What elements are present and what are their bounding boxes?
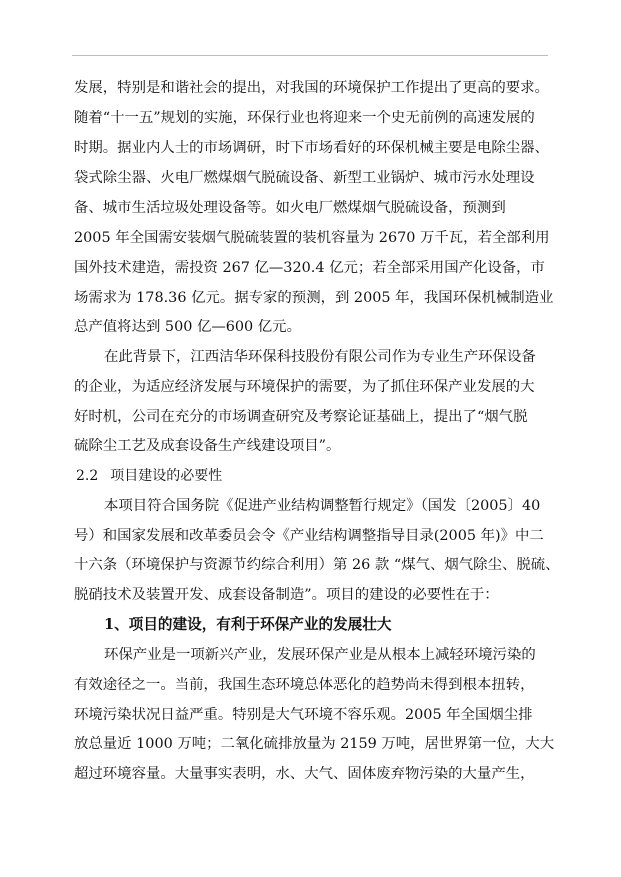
text-line: 国外技术建造，需投资 267 亿—320.4 亿元；若全部采用国产化设备，市: [74, 260, 545, 276]
text-line: 随着“十一五”规划的实施，环保行业也将迎来一个史无前例的高速发展的: [74, 110, 535, 126]
text-line: 2005 年全国需安装烟气脱硫装置的装机容量为 2670 万千瓦，若全部利用: [74, 230, 550, 246]
text-line: 发展，特别是和谐社会的提出，对我国的环境保护工作提出了更高的要求。: [74, 80, 549, 96]
text-line: 脱硝技术及装置开发、成套设备制造”。项目的建设的必要性在于：: [74, 587, 499, 603]
header-rule: [72, 55, 548, 56]
text-line: 本项目符合国务院《促进产业结构调整暂行规定》（国发〔2005〕40: [104, 498, 541, 514]
text-line: 超过环境容量。大量事实表明，水、大气、固体废弃物污染的大量产生，: [74, 766, 535, 782]
text-line: 场需求为 178.36 亿元。据专家的预测，到 2005 年，我国环保机械制造业: [74, 290, 554, 306]
text-line: 环境污染状况日益严重。特别是大气环境不容乐观。2005 年全国烟尘排: [74, 707, 533, 723]
text-line: 备、城市生活垃圾处理设备等。如火电厂燃煤烟气脱硫设备，预测到: [74, 200, 506, 216]
text-line: 总产值将达到 500 亿—600 亿元。: [74, 319, 301, 335]
text-line: 硫除尘工艺及成套设备生产线建设项目”。: [74, 438, 341, 454]
text-line: 号）和国家发展和改革委员会令《产业结构调整指导目录(2005 年)》中二: [74, 528, 544, 544]
section-number: 2.2: [76, 468, 99, 484]
section-title: 项目建设的必要性: [110, 468, 223, 484]
text-line: 十六条（环境保护与资源节约综合利用）第 26 款 “煤气、烟气除尘、脱硫、: [74, 557, 560, 573]
text-line: 放总量近 1000 万吨；二氧化硫排放量为 2159 万吨，居世界第一位，大大: [74, 736, 555, 752]
text-line: 时期。据业内人士的市场调研，时下市场看好的环保机械主要是电除尘器、: [74, 140, 549, 156]
subheading: 1、项目的建设，有利于环保产业的发展壮大: [104, 616, 392, 633]
text-line: 在此背景下，江西洁华环保科技股份有限公司作为专业生产环保设备: [104, 349, 536, 365]
text-line: 有效途径之一。当前，我国生态环境总体恶化的趋势尚未得到根本扭转，: [74, 677, 535, 693]
text-line: 的企业，为适应经济发展与环境保护的需要，为了抓住环保产业发展的大: [74, 379, 535, 395]
text-line: 好时机，公司在充分的市场调查研究及考察论证基础上，提出了“烟气脱: [74, 409, 528, 425]
text-line: 环保产业是一项新兴产业，发展环保产业是从根本上减轻环境污染的: [104, 647, 536, 663]
section-heading: [76, 467, 222, 485]
text-line: 袋式除尘器、火电厂燃煤烟气脱硫设备、新型工业锅炉、城市污水处理设: [74, 170, 535, 186]
